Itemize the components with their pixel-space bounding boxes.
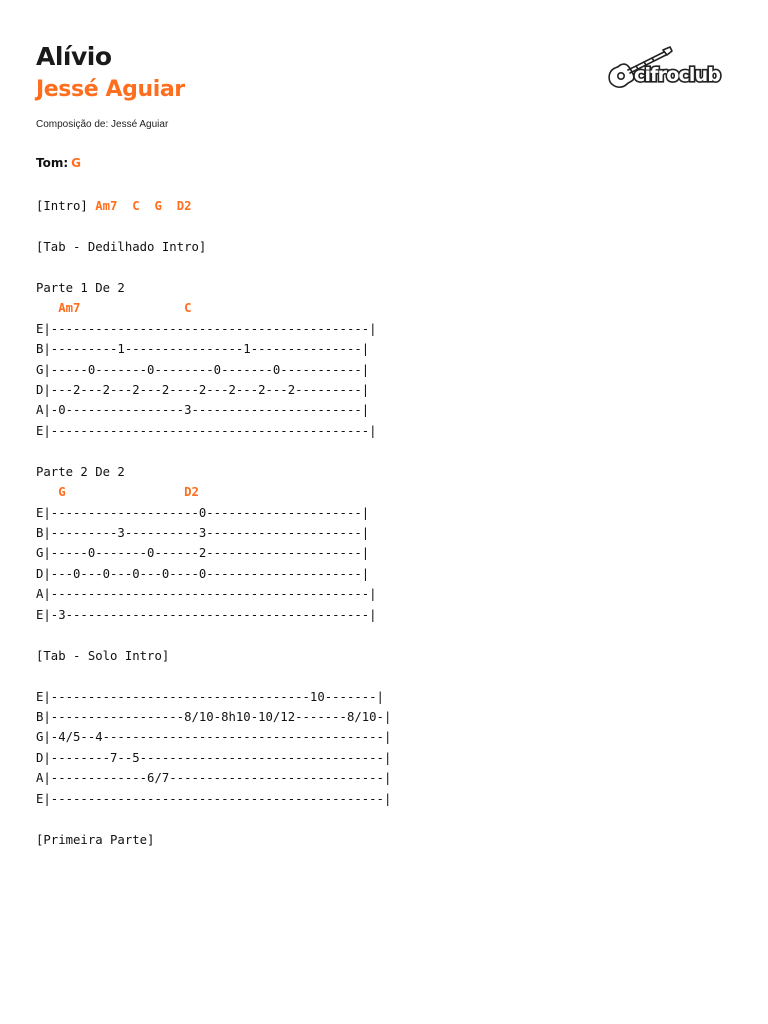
chord[interactable]: G xyxy=(154,199,162,213)
sheet-text xyxy=(140,199,155,213)
sheet-line xyxy=(36,237,391,257)
chord[interactable]: Am7 xyxy=(95,199,118,213)
sheet-line xyxy=(36,421,391,441)
chord[interactable]: D2 xyxy=(184,485,199,500)
sheet-line xyxy=(36,809,391,829)
composer-credit: Composição de: Jessé Aguiar xyxy=(36,119,169,130)
sheet-text: Parte 2 De 2 xyxy=(36,464,125,479)
logo-text: cifroclub xyxy=(634,64,721,86)
sheet-text: D|---2---2---2---2----2---2---2---2---------| xyxy=(36,382,370,397)
tab-sheet xyxy=(36,196,391,850)
sheet-text: D|---0---0---0---0----0---------------------| xyxy=(36,566,370,581)
sheet-text: E|-------------------------------------------| xyxy=(36,423,377,438)
sheet-line xyxy=(36,360,391,380)
sheet-line xyxy=(36,462,391,482)
sheet-text: A|-------------------------------------------| xyxy=(36,587,377,602)
sheet-line xyxy=(36,666,391,686)
sheet-line xyxy=(36,625,391,645)
chord[interactable]: C xyxy=(132,199,140,213)
sheet-text: E|-3-----------------------------------------| xyxy=(36,607,377,622)
artist-name[interactable]: Jessé Aguiar xyxy=(36,77,185,102)
sheet-text: G|-4/5--4--------------------------------------| xyxy=(36,730,392,745)
chord[interactable]: G xyxy=(58,485,66,500)
sheet-line xyxy=(36,278,391,298)
key-value[interactable]: G xyxy=(71,156,81,170)
sheet-line xyxy=(36,298,391,318)
sheet-text: E|--------------------0---------------------| xyxy=(36,505,370,520)
sheet-line xyxy=(36,687,391,707)
key-label: Tom: xyxy=(36,156,69,170)
sheet-text: D|--------7--5---------------------------------| xyxy=(36,750,392,765)
sheet-line xyxy=(36,748,391,768)
sheet-line xyxy=(36,707,391,727)
sheet-line xyxy=(36,789,391,809)
cifraclub-logo[interactable] xyxy=(606,46,722,96)
sheet-text: E|-------------------------------------------| xyxy=(36,321,377,336)
sheet-text: E|-----------------------------------10-------| xyxy=(36,689,384,704)
sheet-line xyxy=(36,257,391,277)
sheet-line xyxy=(36,543,391,563)
chord[interactable]: C xyxy=(184,301,192,316)
sheet-line xyxy=(36,523,391,543)
sheet-line xyxy=(36,605,391,625)
sheet-line xyxy=(36,727,391,747)
sheet-line xyxy=(36,380,391,400)
sheet-line xyxy=(36,400,391,420)
sheet-text xyxy=(36,485,58,499)
sheet-line xyxy=(36,196,391,216)
sheet-text xyxy=(117,199,132,213)
song-key xyxy=(36,154,81,172)
sheet-text xyxy=(36,301,58,315)
sheet-text: G|-----0-------0------2---------------------| xyxy=(36,546,370,561)
sheet-text: G|-----0-------0--------0-------0-----------| xyxy=(36,362,370,377)
chord[interactable]: Am7 xyxy=(58,301,81,316)
logo-graphic xyxy=(606,46,722,96)
sheet-text: [Tab - Solo Intro] xyxy=(36,648,170,663)
sheet-text: [Intro] xyxy=(36,199,96,213)
sheet-line xyxy=(36,216,391,236)
sheet-text: A|-0----------------3-----------------------| xyxy=(36,403,370,418)
sheet-text: B|---------3----------3---------------------| xyxy=(36,526,370,540)
song-title: Alívio xyxy=(36,42,112,71)
sheet-text: A|-------------6/7-----------------------------| xyxy=(36,771,392,786)
sheet-line xyxy=(36,768,391,788)
sheet-text: E|---------------------------------------------| xyxy=(36,791,392,806)
sheet-line xyxy=(36,564,391,584)
sheet-line xyxy=(36,503,391,523)
sheet-text xyxy=(80,301,184,315)
sheet-text: [Primeira Parte] xyxy=(36,832,155,847)
sheet-text: [Tab - Dedilhado Intro] xyxy=(36,239,207,254)
sheet-line xyxy=(36,830,391,850)
sheet-line xyxy=(36,646,391,666)
chord[interactable]: D2 xyxy=(176,199,192,213)
sheet-line xyxy=(36,584,391,604)
sheet-text xyxy=(66,485,184,499)
sheet-text xyxy=(162,199,177,213)
sheet-line xyxy=(36,441,391,461)
sheet-text: Parte 1 De 2 xyxy=(36,280,125,295)
sheet-text: B|------------------8/10-8h10-10/12-------8/10-| xyxy=(36,709,392,724)
sheet-line xyxy=(36,482,391,502)
sheet-line xyxy=(36,339,391,359)
sheet-text: B|---------1----------------1---------------| xyxy=(36,342,370,357)
sheet-line xyxy=(36,319,391,339)
